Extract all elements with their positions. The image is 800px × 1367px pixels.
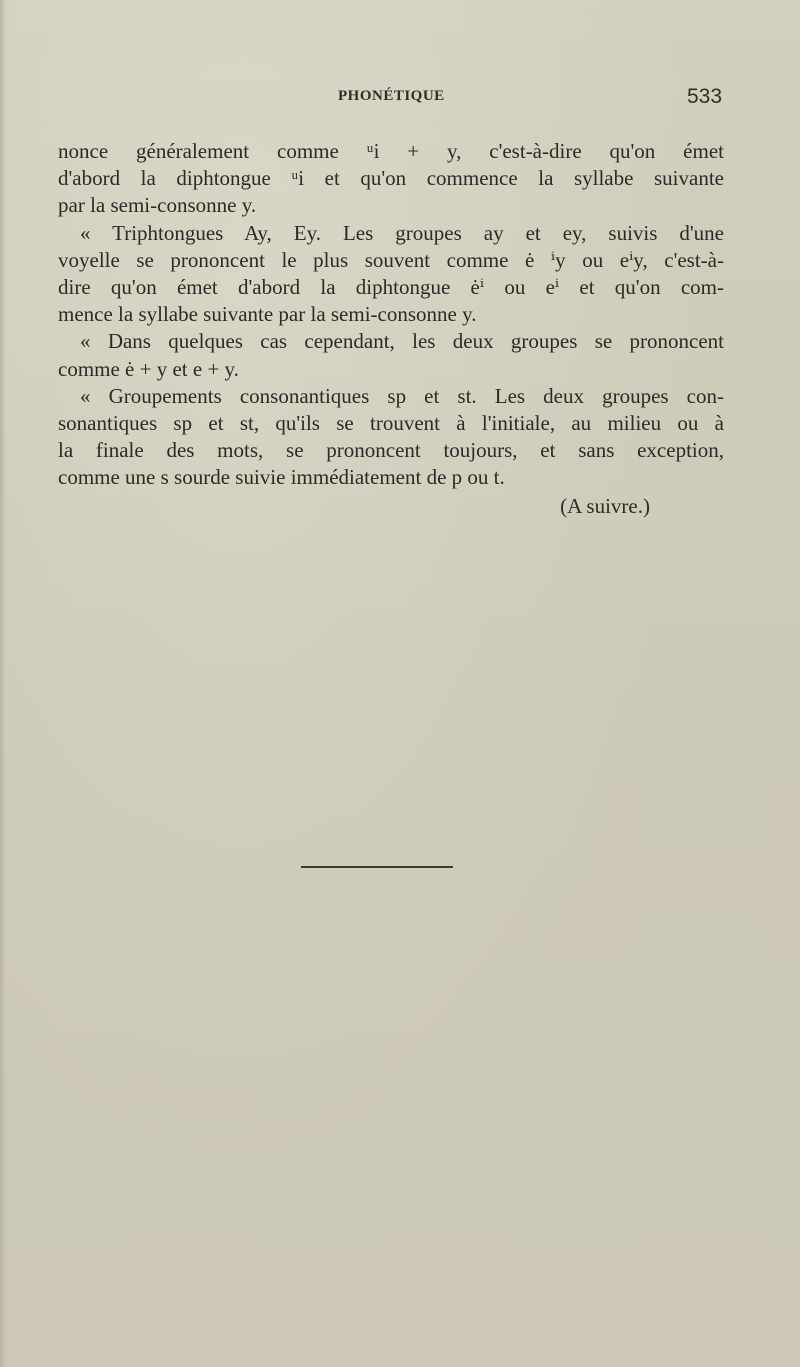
text-line: par la semi-consonne y.: [58, 193, 257, 218]
text-line: dire qu'on émet d'abord la diphtongue ėⁱ ou eⁱ et qu'on com-: [58, 274, 724, 299]
text-line: mence la syllabe suivante par la semi-consonne y.: [58, 302, 477, 327]
page-number: 533: [687, 85, 723, 108]
text-line: nonce généralement comme ᵘi + y, c'est-à-dire qu'on émet: [58, 139, 724, 163]
text-line: comme une s sourde suivie immédiatement de p ou t.: [58, 465, 505, 490]
body-text: [58, 138, 724, 521]
text-line: « Triphtongues Ay, Ey. Les groupes ay et ey, suivis d'une: [80, 220, 724, 245]
text-line: la finale des mots, se prononcent toujours, et sans exception,: [58, 438, 724, 463]
text-line: « Dans quelques cas cependant, les deux groupes se prononcent: [80, 329, 724, 354]
page-edge-shadow: [0, 0, 6, 1367]
text-line: sonantiques sp et st, qu'ils se trouvent à l'initiale, au milieu ou à: [58, 410, 724, 435]
section-divider-rule: [301, 866, 453, 868]
text-line: comme ė + y et e + y.: [58, 356, 239, 381]
text-line: voyelle se prononcent le plus souvent comme ė ⁱy ou eⁱy, c'est-à-: [58, 247, 724, 272]
to-be-continued: (A suivre.): [560, 494, 650, 519]
text-line: « Groupements consonantiques sp et st. Les deux groupes con-: [80, 383, 724, 408]
text-line: d'abord la diphtongue ᵘi et qu'on commence la syllabe suivante: [58, 166, 724, 191]
running-header: PHONÉTIQUE: [338, 88, 445, 104]
